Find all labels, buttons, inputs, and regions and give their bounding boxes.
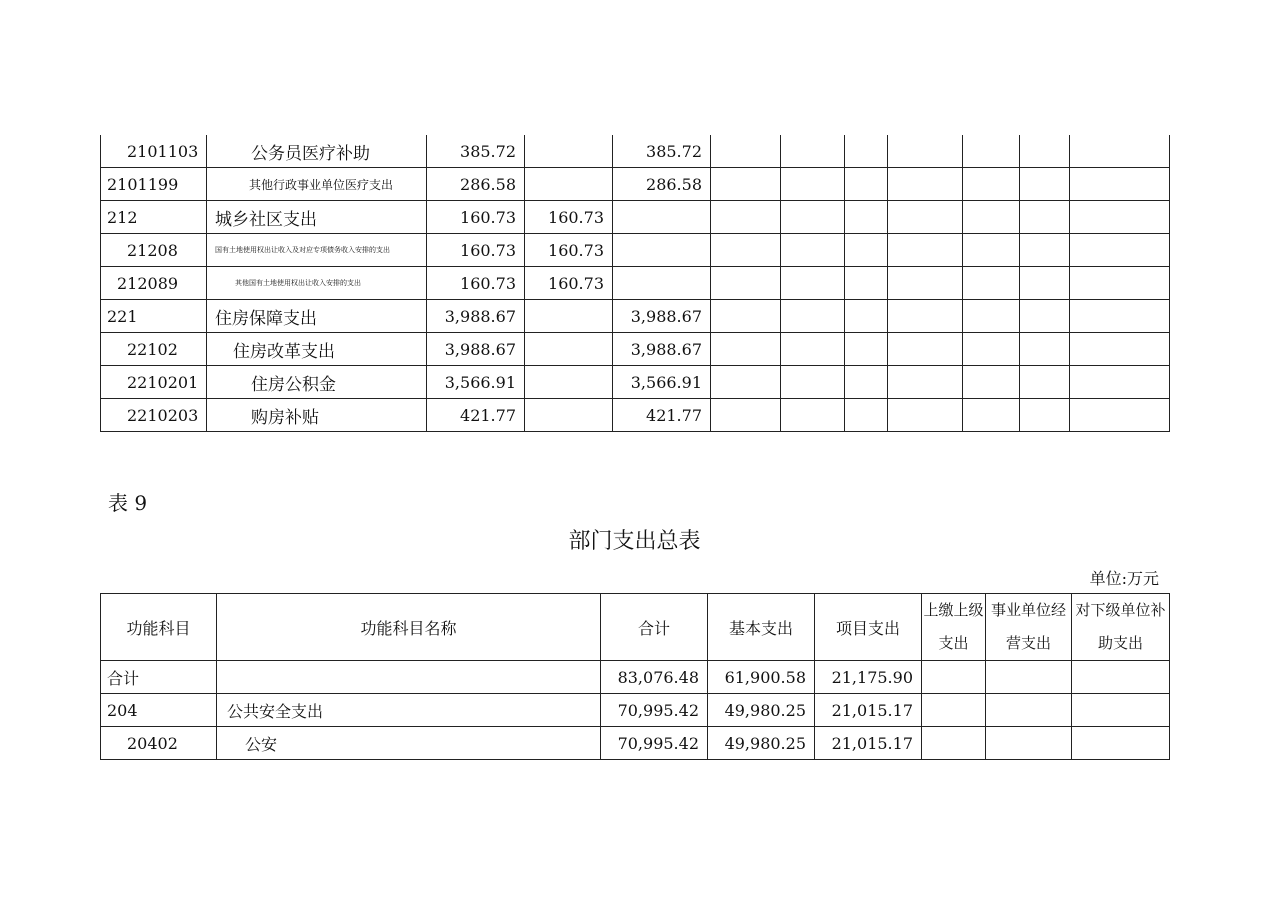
empty-cell xyxy=(1020,168,1070,201)
table-number-label: 表 9 xyxy=(108,491,148,515)
function-name: 公务员医疗补助 xyxy=(207,135,427,168)
project-value xyxy=(613,201,711,234)
empty-cell xyxy=(845,300,888,333)
empty-cell xyxy=(963,168,1020,201)
empty-cell xyxy=(845,267,888,300)
project-value: 21,015.17 xyxy=(815,694,922,727)
function-name: 住房保障支出 xyxy=(207,300,427,333)
upper-expenditure-table xyxy=(100,135,1170,432)
project-value: 21,175.90 xyxy=(815,661,922,694)
function-code: 2210203 xyxy=(101,399,207,432)
empty-cell xyxy=(781,300,845,333)
empty-cell xyxy=(888,234,963,267)
total-value: 3,988.67 xyxy=(427,300,525,333)
empty-cell xyxy=(888,366,963,399)
empty-cell xyxy=(781,234,845,267)
function-name: 购房补贴 xyxy=(207,399,427,432)
function-code: 合计 xyxy=(101,661,217,694)
empty-cell xyxy=(1070,168,1170,201)
empty-cell xyxy=(845,399,888,432)
table-row xyxy=(101,661,1170,694)
empty-cell xyxy=(711,300,781,333)
project-value: 3,988.67 xyxy=(613,333,711,366)
empty-cell xyxy=(711,366,781,399)
header-business: 事业单位经营支出 xyxy=(986,594,1072,661)
function-name: 城乡社区支出 xyxy=(207,201,427,234)
empty-cell xyxy=(711,267,781,300)
empty-cell xyxy=(1020,135,1070,168)
header-subsidy: 对下级单位补助支出 xyxy=(1072,594,1170,661)
empty-cell xyxy=(1070,399,1170,432)
project-value xyxy=(613,234,711,267)
total-value: 3,988.67 xyxy=(427,333,525,366)
total-value: 385.72 xyxy=(427,135,525,168)
function-code: 2101103 xyxy=(101,135,207,168)
total-value: 3,566.91 xyxy=(427,366,525,399)
empty-cell xyxy=(963,366,1020,399)
function-code: 2210201 xyxy=(101,366,207,399)
function-name: 住房公积金 xyxy=(207,366,427,399)
table-row xyxy=(101,201,1170,234)
table-row xyxy=(101,267,1170,300)
empty-cell xyxy=(963,333,1020,366)
empty-cell xyxy=(1020,300,1070,333)
empty-cell xyxy=(1072,727,1170,760)
function-name: 公共安全支出 xyxy=(217,694,601,727)
table-row xyxy=(101,727,1170,760)
function-code: 20402 xyxy=(101,727,217,760)
empty-cell xyxy=(1070,267,1170,300)
empty-cell xyxy=(922,661,986,694)
empty-cell xyxy=(888,333,963,366)
table-row xyxy=(101,234,1170,267)
empty-cell xyxy=(986,694,1072,727)
total-value: 286.58 xyxy=(427,168,525,201)
project-value: 421.77 xyxy=(613,399,711,432)
project-value: 286.58 xyxy=(613,168,711,201)
empty-cell xyxy=(1070,300,1170,333)
empty-cell xyxy=(1072,661,1170,694)
project-value: 385.72 xyxy=(613,135,711,168)
project-value: 3,988.67 xyxy=(613,300,711,333)
total-value: 160.73 xyxy=(427,201,525,234)
empty-cell xyxy=(1020,267,1070,300)
empty-cell xyxy=(922,727,986,760)
total-value: 421.77 xyxy=(427,399,525,432)
empty-cell xyxy=(888,300,963,333)
function-code: 21208 xyxy=(101,234,207,267)
basic-value xyxy=(525,333,613,366)
project-value: 3,566.91 xyxy=(613,366,711,399)
empty-cell xyxy=(963,135,1020,168)
basic-value: 61,900.58 xyxy=(708,661,815,694)
total-value: 70,995.42 xyxy=(601,727,708,760)
header-name: 功能科目名称 xyxy=(217,594,601,661)
function-code: 2101199 xyxy=(101,168,207,201)
empty-cell xyxy=(711,234,781,267)
empty-cell xyxy=(986,661,1072,694)
empty-cell xyxy=(963,399,1020,432)
basic-value xyxy=(525,399,613,432)
total-value: 160.73 xyxy=(427,267,525,300)
empty-cell xyxy=(781,267,845,300)
empty-cell xyxy=(1070,135,1170,168)
empty-cell xyxy=(1072,694,1170,727)
empty-cell xyxy=(888,267,963,300)
empty-cell xyxy=(845,333,888,366)
table-row xyxy=(101,399,1170,432)
basic-value xyxy=(525,135,613,168)
function-name xyxy=(217,661,601,694)
empty-cell xyxy=(781,366,845,399)
empty-cell xyxy=(1020,333,1070,366)
function-code: 212089 xyxy=(101,267,207,300)
function-code: 22102 xyxy=(101,333,207,366)
empty-cell xyxy=(1070,366,1170,399)
basic-value xyxy=(525,366,613,399)
header-code: 功能科目 xyxy=(101,594,217,661)
empty-cell xyxy=(1020,201,1070,234)
department-expenditure-summary-table xyxy=(100,593,1170,760)
empty-cell xyxy=(1020,366,1070,399)
empty-cell xyxy=(1020,399,1070,432)
empty-cell xyxy=(711,333,781,366)
function-name: 公安 xyxy=(217,727,601,760)
empty-cell xyxy=(963,201,1020,234)
table-row xyxy=(101,300,1170,333)
empty-cell xyxy=(888,201,963,234)
empty-cell xyxy=(1070,333,1170,366)
function-name: 住房改革支出 xyxy=(207,333,427,366)
function-name: 其他国有土地使用权出让收入安排的支出 xyxy=(207,267,427,300)
function-name: 国有土地使用权出让收入及对应专项债务收入安排的支出 xyxy=(207,234,427,267)
empty-cell xyxy=(922,694,986,727)
empty-cell xyxy=(711,168,781,201)
function-code: 221 xyxy=(101,300,207,333)
empty-cell xyxy=(1070,201,1170,234)
total-value: 160.73 xyxy=(427,234,525,267)
empty-cell xyxy=(963,267,1020,300)
header-total: 合计 xyxy=(601,594,708,661)
empty-cell xyxy=(711,399,781,432)
table-row xyxy=(101,168,1170,201)
empty-cell xyxy=(1020,234,1070,267)
project-value: 21,015.17 xyxy=(815,727,922,760)
empty-cell xyxy=(963,300,1020,333)
empty-cell xyxy=(711,135,781,168)
empty-cell xyxy=(845,234,888,267)
function-code: 204 xyxy=(101,694,217,727)
total-value: 83,076.48 xyxy=(601,661,708,694)
unit-label: 单位:万元 xyxy=(1089,569,1159,588)
table-row xyxy=(101,135,1170,168)
empty-cell xyxy=(781,168,845,201)
function-code: 212 xyxy=(101,201,207,234)
empty-cell xyxy=(781,135,845,168)
project-value xyxy=(613,267,711,300)
basic-value: 49,980.25 xyxy=(708,694,815,727)
header-project: 项目支出 xyxy=(815,594,922,661)
header-row xyxy=(101,594,1170,661)
basic-value: 49,980.25 xyxy=(708,727,815,760)
empty-cell xyxy=(986,727,1072,760)
table-row xyxy=(101,333,1170,366)
empty-cell xyxy=(888,168,963,201)
table-row xyxy=(101,366,1170,399)
table-title: 部门支出总表 xyxy=(568,529,701,554)
empty-cell xyxy=(845,168,888,201)
basic-value: 160.73 xyxy=(525,267,613,300)
header-upper: 上缴上级支出 xyxy=(922,594,986,661)
empty-cell xyxy=(888,135,963,168)
empty-cell xyxy=(711,201,781,234)
table-row xyxy=(101,694,1170,727)
basic-value: 160.73 xyxy=(525,234,613,267)
basic-value: 160.73 xyxy=(525,201,613,234)
empty-cell xyxy=(845,201,888,234)
empty-cell xyxy=(888,399,963,432)
empty-cell xyxy=(845,366,888,399)
empty-cell xyxy=(781,333,845,366)
header-basic: 基本支出 xyxy=(708,594,815,661)
empty-cell xyxy=(781,201,845,234)
empty-cell xyxy=(845,135,888,168)
basic-value xyxy=(525,300,613,333)
total-value: 70,995.42 xyxy=(601,694,708,727)
basic-value xyxy=(525,168,613,201)
function-name: 其他行政事业单位医疗支出 xyxy=(207,168,427,201)
empty-cell xyxy=(781,399,845,432)
empty-cell xyxy=(1070,234,1170,267)
empty-cell xyxy=(963,234,1020,267)
